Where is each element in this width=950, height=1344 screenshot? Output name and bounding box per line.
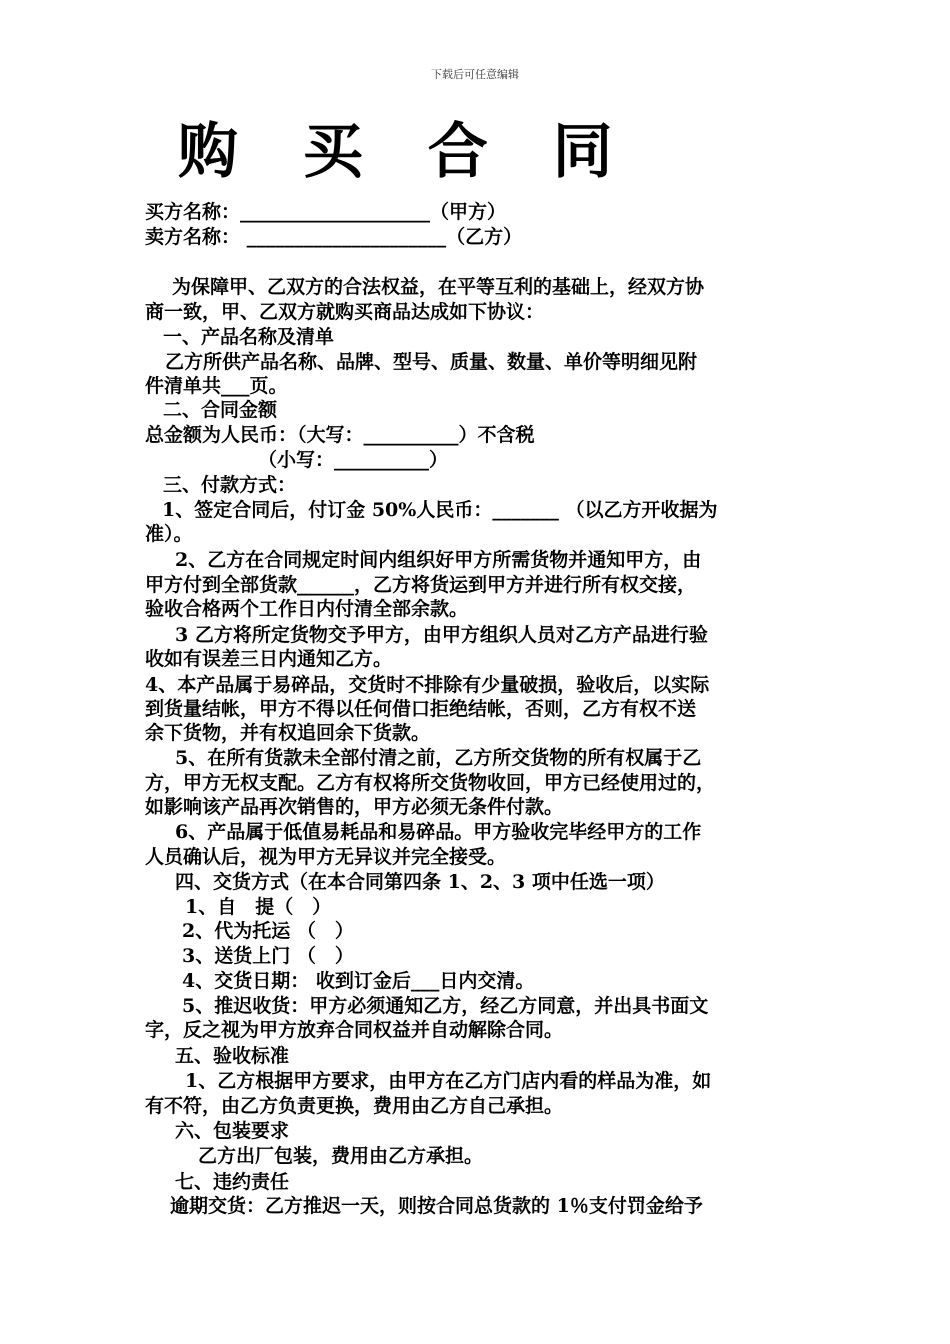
contract-line: 1、签定合同后，付订金 50%人民币：_______ （以乙方开收据为	[162, 499, 718, 521]
contract-line: 余下货物，并有权追回余下货款。	[145, 722, 431, 744]
contract-line: 六、包装要求	[175, 1120, 290, 1142]
contract-line: 如影响该产品再次销售的，甲方必须无条件付款。	[145, 796, 564, 818]
contract-line: 七、违约责任	[175, 1171, 290, 1193]
contract-line: 人员确认后，视为甲方无异议并完全接受。	[145, 846, 507, 868]
contract-line: 1、乙方根据甲方要求，由甲方在乙方门店内看的样品为准，如	[185, 1070, 712, 1092]
contract-line: 5、在所有货款未全部付清之前，乙方所交货物的所有权属于乙	[175, 747, 702, 769]
contract-line: 甲方付到全部货款______，乙方将货运到甲方并进行所有权交接，	[145, 574, 697, 596]
contract-line: 3 乙方将所定货物交予甲方，由甲方组织人员对乙方产品进行验	[175, 624, 708, 646]
contract-line: 逾期交货：乙方推迟一天，则按合同总货款的 1％支付罚金给予	[170, 1195, 703, 1217]
contract-line: 二、合同金额	[163, 399, 278, 421]
contract-line: 验收合格两个工作日内付清全部余款。	[145, 598, 469, 620]
contract-line: 乙方所供产品名称、品牌、型号、质量、数量、单价等明细见附	[165, 351, 698, 373]
contract-line: 有不符，由乙方负责更换，费用由乙方自己承担。	[145, 1095, 564, 1117]
contract-line: 卖方名称： _____________________（乙方）	[145, 226, 523, 248]
contract-line: 商一致，甲、乙双方就购买商品达成如下协议：	[145, 301, 545, 323]
contract-line: 收如有误差三日内通知乙方。	[145, 648, 393, 670]
contract-line: 到货量结帐，甲方不得以任何借口拒绝结帐，否则，乙方有权不送	[145, 698, 697, 720]
contract-line: 总金额为人民币：（大写：__________）不含税	[145, 424, 535, 446]
contract-line: 准）。	[145, 523, 193, 545]
contract-line: 2、乙方在合同规定时间内组织好甲方所需货物并通知甲方，由	[175, 549, 702, 571]
contract-line: 五、验收标准	[175, 1045, 290, 1067]
contract-line: 4、本产品属于易碎品，交货时不排除有少量破损，验收后，以实际	[145, 674, 710, 696]
contract-line: 字，反之视为甲方放弃合同权益并自动解除合同。	[145, 1019, 564, 1041]
contract-line: 3、送货上门 （ ）	[182, 945, 354, 967]
contract-line: 一、产品名称及清单	[163, 326, 335, 348]
contract-line: 6、产品属于低值易耗品和易碎品。甲方验收完毕经甲方的工作	[175, 821, 702, 843]
contract-line: 四、交货方式（在本合同第四条 1、2、3 项中任选一项）	[175, 871, 665, 893]
contract-line: 买方名称：____________________（甲方）	[145, 201, 507, 223]
contract-line: 1、自 提（ ）	[185, 896, 332, 918]
document-title: 购 买 合 同	[178, 117, 635, 187]
contract-line: （小写：__________）	[258, 449, 449, 471]
contract-line: 4、交货日期： 收到订金后___日内交清。	[182, 970, 535, 992]
contract-line: 乙方出厂包装，费用由乙方承担。	[198, 1145, 484, 1167]
contract-line: 为保障甲、乙双方的合法权益，在平等互利的基础上，经双方协	[172, 276, 705, 298]
contract-line: 5、推迟收货：甲方必须通知乙方，经乙方同意，并出具书面文	[182, 995, 709, 1017]
header-note: 下载后可任意编辑	[431, 68, 519, 81]
contract-line: 2、代为托运 （ ）	[182, 920, 354, 942]
contract-line: 方，甲方无权支配。乙方有权将所交货物收回，甲方已经使用过的，	[145, 772, 716, 794]
contract-line: 三、付款方式：	[163, 474, 297, 496]
contract-line: 件清单共___页。	[145, 375, 288, 397]
